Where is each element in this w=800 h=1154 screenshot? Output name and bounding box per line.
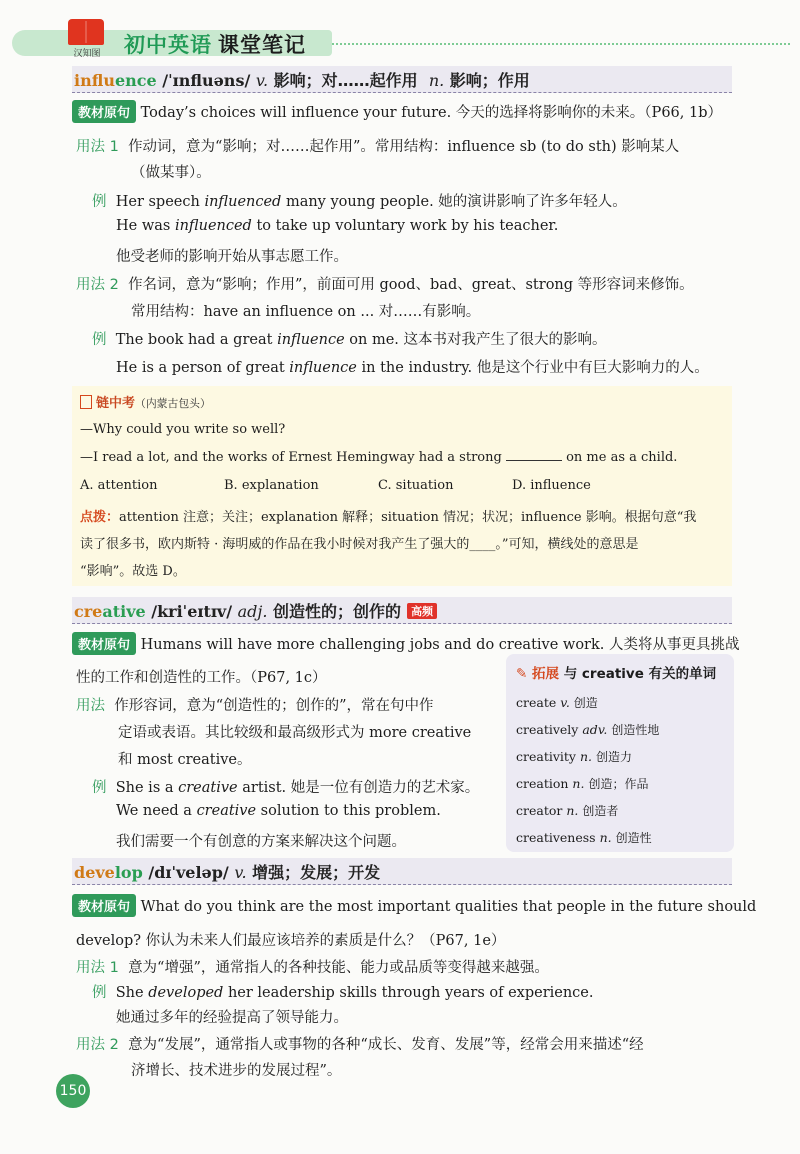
entry-head-develop: develop /dɪˈveləp/ v. 增强；发展；开发 xyxy=(72,858,732,885)
orig-sentence-3-cont: develop? 你认为未来人们最应该培养的素质是什么？（P67, 1e） xyxy=(76,933,506,949)
usage2-develop-cont: 济增长、技术进步的发展过程”。 xyxy=(131,1063,342,1079)
orig-sentence-3: 教材原句 What do you think are the most important qualities that people in the future should xyxy=(72,894,756,917)
entry-head-creative: creative /kriˈeɪtɪv/ adj. 创造性的；创作的 高频 xyxy=(72,597,732,624)
example-creative-a: 例 She is a creative artist. 她是一位有创造力的艺术家。 xyxy=(92,780,480,796)
example-1a: 例 Her speech influenced many young people. 她的演讲影响了许多年轻人。 xyxy=(92,194,627,210)
entry-head-influence: influence /ˈɪnfluəns/ v. 影响；对……起作用 n. 影响；作用 xyxy=(72,66,732,93)
usage2-develop: 用法 2 意为“发展”，通常指人或事物的各种“成长、发育、发展”等，经常会用来描述“经 xyxy=(76,1037,644,1053)
answer-blank xyxy=(506,450,562,461)
exam-option-b: B. explanation xyxy=(224,478,319,493)
extend-item: creatively adv. 创造性地 xyxy=(516,722,660,737)
exam-q1: —Why could you write so well? xyxy=(80,422,286,437)
extend-item: create v. 创造 xyxy=(516,695,598,710)
usage1-develop: 用法 1 意为“增强”，通常指人的各种技能、能力或品质等变得越来越强。 xyxy=(76,960,549,976)
extend-title: ✎ 拓展 与 creative 有关的单词 xyxy=(516,666,717,682)
usage-creative-3: 和 most creative。 xyxy=(118,752,252,768)
example-develop-b: 她通过多年的经验提高了领导能力。 xyxy=(116,1010,348,1026)
example-2b: He is a person of great influence in the industry. 他是这个行业中有巨大影响力的人。 xyxy=(116,360,709,376)
orig-sentence-2-cont: 性的工作和创造性的工作。（P67, 1c） xyxy=(76,670,327,686)
extend-item: creator n. 创造者 xyxy=(516,803,619,818)
textbook-tag: 教材原句 xyxy=(72,894,136,917)
high-frequency-badge: 高频 xyxy=(407,603,437,619)
exam-option-d: D. influence xyxy=(512,478,591,493)
usage2-influence-cont: 常用结构：have an influence on ... 对……有影响。 xyxy=(131,304,481,320)
example-develop-a: 例 She developed her leadership skills through years of experience. xyxy=(92,985,594,1001)
textbook-tag: 教材原句 xyxy=(72,632,136,655)
book-logo-icon xyxy=(64,19,110,61)
logo-caption: 汉知图 xyxy=(73,49,101,59)
usage1-influence-cont: （做某事）。 xyxy=(131,165,211,181)
exam-option-c: C. situation xyxy=(378,478,454,493)
usage2-influence: 用法 2 作名词，意为“影响；作用”，前面可用 good、bad、great、strong 等形容词来修饰。 xyxy=(76,277,694,293)
page-number: 150 xyxy=(56,1074,90,1108)
extend-box xyxy=(506,654,734,852)
extend-icon: ✎ xyxy=(516,666,528,682)
example-1b: He was influenced to take up voluntary work by his teacher. xyxy=(116,218,559,234)
extend-item: creativity n. 创造力 xyxy=(516,749,633,764)
textbook-tag: 教材原句 xyxy=(72,100,136,123)
usage-creative-2: 定语或表语。其比较级和最高级形式为 more creative xyxy=(118,725,472,741)
exam-hint-2: 读了很多书，欧内斯特 · 海明威的作品在我小时候对我产生了强大的____。”可知，横线处的意思是 xyxy=(80,537,639,552)
exam-box xyxy=(72,386,732,586)
header-divider xyxy=(332,43,790,45)
exam-title: 链中考（内蒙古包头） xyxy=(80,392,211,411)
exam-hint-1: 点拨：attention 注意；关注；explanation 解释；situation 情况；状况；influence 影响。根据句意“我 xyxy=(80,510,697,525)
document-icon xyxy=(80,395,92,409)
header-subtitle: 课堂笔记 xyxy=(218,33,306,57)
exam-q2: —I read a lot, and the works of Ernest Hemingway had a strong on me as a child. xyxy=(80,450,678,465)
orig-sentence-1: 教材原句 Today’s choices will influence your future. 今天的选择将影响你的未来。（P66, 1b） xyxy=(72,100,722,123)
exam-hint-3: “影响”。故选 D。 xyxy=(80,564,186,579)
extend-item: creativeness n. 创造性 xyxy=(516,830,652,845)
example-creative-c: 我们需要一个有创意的方案来解决这个问题。 xyxy=(116,834,406,850)
example-creative-b: We need a creative solution to this problem. xyxy=(116,803,441,819)
example-1c: 他受老师的影响开始从事志愿工作。 xyxy=(116,249,348,265)
usage1-influence: 用法 1 作动词，意为“影响；对……起作用”。常用结构：influence sb (to do sth) 影响某人 xyxy=(76,139,680,155)
page-header-title: 初中英语 课堂笔记 xyxy=(124,33,306,57)
extend-item: creation n. 创造；作品 xyxy=(516,776,649,791)
orig-sentence-2: 教材原句 Humans will have more challenging jobs and do creative work. 人类将从事更具挑战 xyxy=(72,632,740,655)
example-2a: 例 The book had a great influence on me. 这本书对我产生了很大的影响。 xyxy=(92,332,607,348)
exam-option-a: A. attention xyxy=(80,478,158,493)
usage-creative: 用法 作形容词，意为“创造性的；创作的”，常在句中作 xyxy=(76,698,434,714)
